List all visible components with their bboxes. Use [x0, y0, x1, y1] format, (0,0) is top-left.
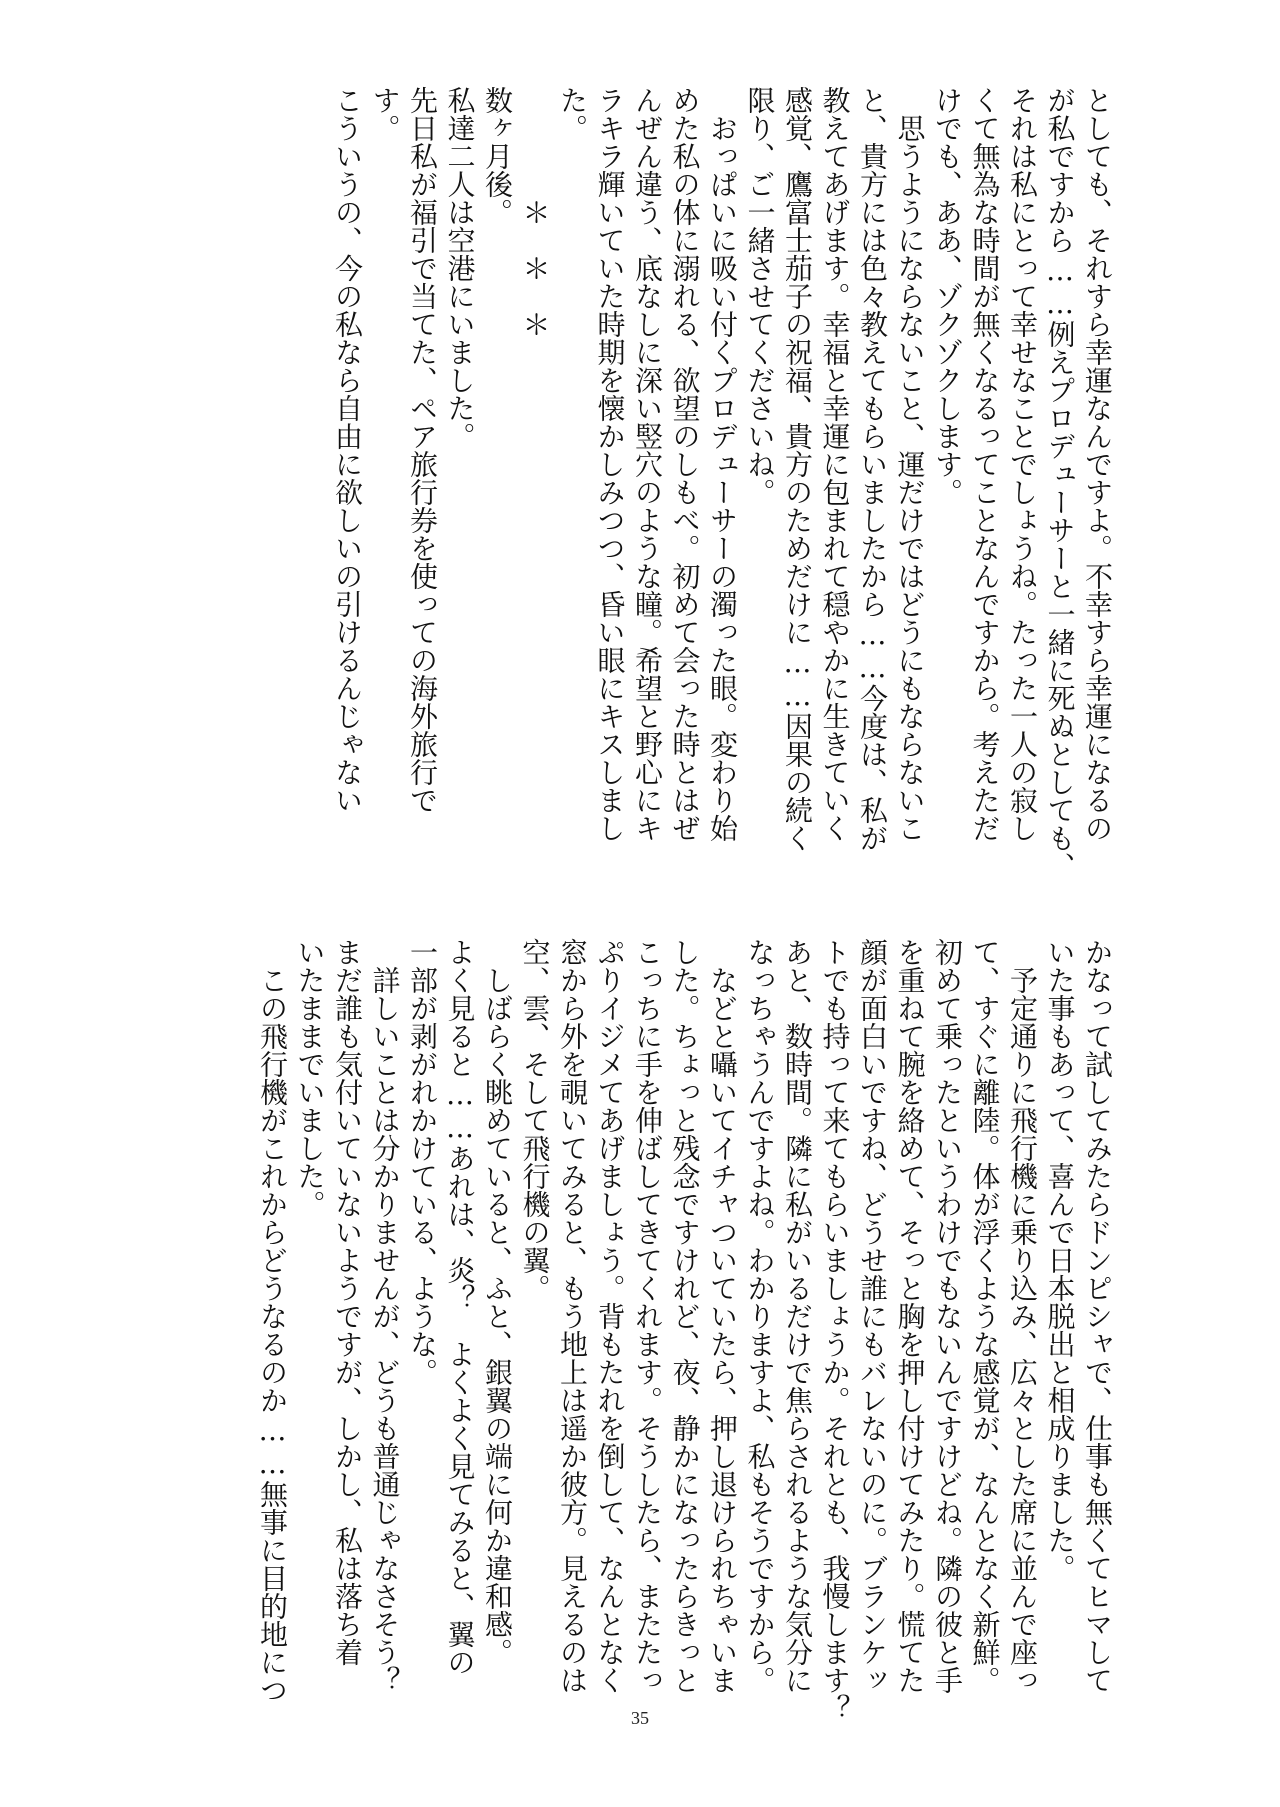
text-line: が私ですから……例えプロデューサーと一緒に死ぬとしても、	[1043, 86, 1077, 880]
text-line: て、すぐに離陸。体が浮くような感覚が、なんとなく新鮮。	[968, 938, 1002, 1694]
text-line: としても、それすら幸運なんですよ。不幸すら幸運になるの	[1081, 86, 1114, 842]
text-line: 一部が剥がれかけている、ような。	[406, 938, 439, 1386]
text-line: 空、雲、そして飛行機の翼。	[518, 938, 552, 1302]
text-line: た。	[556, 86, 589, 142]
text-line: 数ヶ月後。	[481, 86, 514, 226]
page-number: 35	[631, 1708, 649, 1728]
text-line: よく見ると……あれは、炎？ よくよく見てみると、翼の	[443, 938, 477, 1676]
text-line: 顔が面白いですね、どうせ誰にもバレないのに。ブランケッ	[856, 938, 889, 1694]
text-line: この飛行機がこれからどうなるのか……無事に目的地につ	[256, 938, 289, 1704]
text-line: まだ誰も気付いていないようですが、しかし、私は落ち着	[331, 938, 364, 1666]
text-line: 私達二人は空港にいました。	[443, 86, 477, 450]
text-line: を重ねて腕を絡めて、そっと胸を押し付けてみたり。慌てた	[893, 938, 927, 1694]
text-line: 感覚、鷹富士茄子の祝福、貴方のためだけに……因果の続く	[781, 86, 814, 852]
text-line: ぷりイジメてあげましょう。背もたれを倒して、なんとなく	[593, 938, 627, 1694]
text-line: いた事もあって、喜んで日本脱出と相成りました。	[1043, 938, 1077, 1582]
text-line: いたままでいました。	[293, 938, 327, 1218]
text-line: なっちゃうんですよね。わかりますよ、私もそうですから。	[743, 938, 777, 1694]
text-line: 限り、ご一緒させてくださいね。	[743, 86, 777, 506]
text-line: トでも持って来てもらいましょうか。それとも、我慢します？	[818, 938, 852, 1722]
text-line: あと、数時間。隣に私がいるだけで焦らされるような気分に	[781, 938, 814, 1694]
text-line: こういうの、今の私なら自由に欲しいの引けるんじゃない	[331, 86, 364, 814]
text-line: 窓から外を覗いてみると、もう地上は遥か彼方。見えるのは	[556, 938, 589, 1694]
text-line: 先日私が福引で当てた、ペア旅行券を使っての海外旅行で	[406, 86, 439, 814]
text-line: 教えてあげます。幸福と幸運に包まれて穏やかに生きていく	[818, 86, 852, 842]
text-line: くて無為な時間が無くなるってことなんですから。考えただ	[968, 86, 1002, 842]
text-line: す。	[368, 86, 402, 142]
scene-separator: ＊ ＊ ＊	[518, 198, 552, 338]
text-line: 思うようにならないこと、運だけではどうにもならないこ	[893, 86, 927, 842]
text-line: しばらく眺めていると、ふと、銀翼の端に何か違和感。	[481, 938, 514, 1666]
top-text-block	[331, 86, 1116, 880]
text-line: などと囁いてイチャついていたら、押し退けられちゃいま	[706, 938, 739, 1694]
text-line: した。ちょっと残念ですけれど、夜、静かになったらきっと	[668, 938, 702, 1694]
text-line: それは私にとって幸せなことでしょうね。たった一人の寂し	[1006, 86, 1039, 842]
text-line: めた私の体に溺れる、欲望のしもべ。初めて会った時とはぜ	[668, 86, 702, 842]
text-line: こっちに手を伸ばしてきてくれます。そうしたら、またたっ	[631, 938, 664, 1694]
text-line: 初めて乗ったというわけでもないんですけどね。隣の彼と手	[931, 938, 964, 1694]
text-line: 予定通りに飛行機に乗り込み、広々とした席に並んで座っ	[1006, 938, 1039, 1694]
text-line: ラキラ輝いていた時期を懐かしみつつ、昏い眼にキスしまし	[593, 86, 627, 842]
text-line: おっぱいに吸い付くプロデューサーの濁った眼。変わり始	[706, 86, 739, 842]
text-line: けでも、ああ、ゾクゾクします。	[931, 86, 964, 506]
text-line: かなって試してみたらドンピシャで、仕事も無くてヒマして	[1081, 938, 1114, 1694]
text-line: 詳しいことは分かりませんが、どうも普通じゃなさそう？	[368, 938, 402, 1694]
text-line: んぜん違う、底なしに深い竪穴のような瞳。希望と野心にキ	[631, 86, 664, 842]
text-line: と、貴方には色々教えてもらいましたから……今度は、私が	[856, 86, 889, 852]
